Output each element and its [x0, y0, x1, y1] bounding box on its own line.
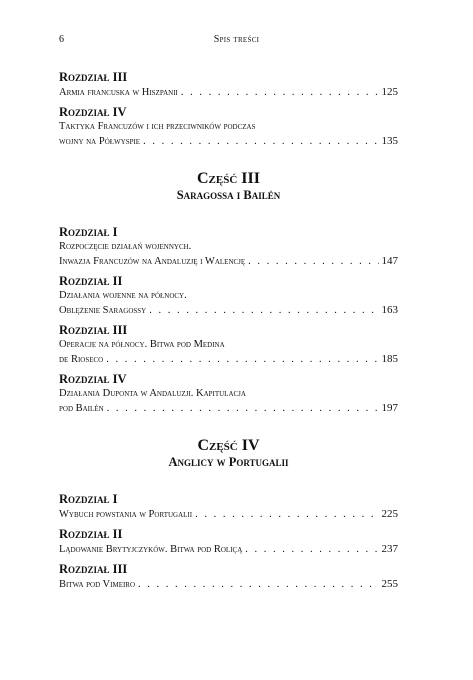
chapter-title-text: Lądowanie Brytyjczyków. Bitwa pod Roliçą: [59, 544, 243, 555]
chapter-label: Rozdział II: [59, 527, 123, 541]
chapter-title-final-line: [59, 352, 398, 367]
dot-leader: [149, 304, 378, 318]
toc-entry: [59, 225, 398, 269]
part-subtitle: Saragossa i Bailén: [176, 188, 281, 202]
chapter-title-final-line: [59, 542, 398, 557]
dot-leader: [143, 135, 378, 149]
chapter-title-final-line: [59, 577, 398, 592]
dot-leader: [138, 578, 378, 592]
part-subtitle: Anglicy w Portugalii: [168, 455, 289, 469]
chapter-title-text: pod Bailén: [59, 403, 104, 414]
toc-entry: [59, 105, 398, 149]
chapter-title-line: Działania Duponta w Andaluzji. Kapitulacja: [59, 388, 246, 399]
toc-page-number: 163: [381, 304, 398, 316]
toc-entry: [59, 323, 398, 367]
dot-leader: [106, 353, 378, 367]
chapter-title-line: Rozpoczęcie działań wojennych.: [59, 241, 192, 252]
dot-leader: [107, 402, 379, 416]
chapter-label: Rozdział I: [59, 492, 118, 506]
part-heading: [59, 169, 398, 203]
toc-page-number: 197: [381, 402, 398, 414]
part-heading: [59, 436, 398, 470]
chapter-title-final-line: [59, 134, 398, 149]
chapter-title-text: Armia francuska w Hiszpanii: [59, 87, 178, 98]
toc-entry: [59, 70, 398, 100]
chapter-label: Rozdział IV: [59, 105, 127, 119]
chapter-label: Rozdział III: [59, 323, 128, 337]
chapter-title-line: Taktyka Francuzów i ich przeciwników podczas: [59, 121, 256, 132]
chapter-label: Rozdział III: [59, 562, 128, 576]
dot-leader: [181, 86, 379, 100]
toc-entry: [59, 562, 398, 592]
chapter-label: Rozdział IV: [59, 372, 127, 386]
running-header: [59, 34, 414, 48]
chapter-title-line: Operacje na północy. Bitwa pod Medina: [59, 339, 225, 350]
toc-page-number: 147: [381, 255, 398, 267]
toc-page-number: 237: [381, 543, 398, 555]
chapter-title-text: Wybuch powstania w Portugalii: [59, 509, 193, 520]
toc-page-number: 125: [381, 86, 398, 98]
toc-entry: [59, 274, 398, 318]
toc-entry: [59, 372, 398, 416]
part-title: Część III: [197, 170, 260, 187]
part-title: Część IV: [197, 437, 260, 454]
chapter-title-text: Oblężenie Saragossy: [59, 305, 147, 316]
toc-entry: [59, 492, 398, 522]
chapter-title-final-line: [59, 401, 398, 416]
page-number: 6: [59, 34, 64, 45]
chapter-label: Rozdział III: [59, 70, 128, 84]
chapter-title-final-line: [59, 507, 398, 522]
toc-page-number: 225: [381, 508, 398, 520]
toc-page-number: 185: [381, 353, 398, 365]
chapter-title-final-line: [59, 303, 398, 318]
chapter-title-text: Bitwa pod Vimeiro: [59, 579, 136, 590]
toc-page-number: 255: [381, 578, 398, 590]
chapter-title-text: de Rioseco: [59, 354, 104, 365]
chapter-title-final-line: [59, 254, 398, 269]
chapter-label: Rozdział I: [59, 225, 118, 239]
dot-leader: [248, 255, 378, 269]
chapter-label: Rozdział II: [59, 274, 123, 288]
chapter-title-final-line: [59, 85, 398, 100]
chapter-title-text: Inwazja Francuzów na Andaluzję i Walencję: [59, 256, 246, 267]
dot-leader: [195, 508, 378, 522]
dot-leader: [245, 543, 378, 557]
toc-page-number: 135: [381, 135, 398, 147]
running-title: Spis treści: [213, 34, 260, 45]
toc-entry: [59, 527, 398, 557]
table-of-contents: [59, 70, 398, 597]
chapter-title-text: wojny na Półwyspie: [59, 136, 141, 147]
chapter-title-line: Działania wojenne na północy.: [59, 290, 187, 301]
